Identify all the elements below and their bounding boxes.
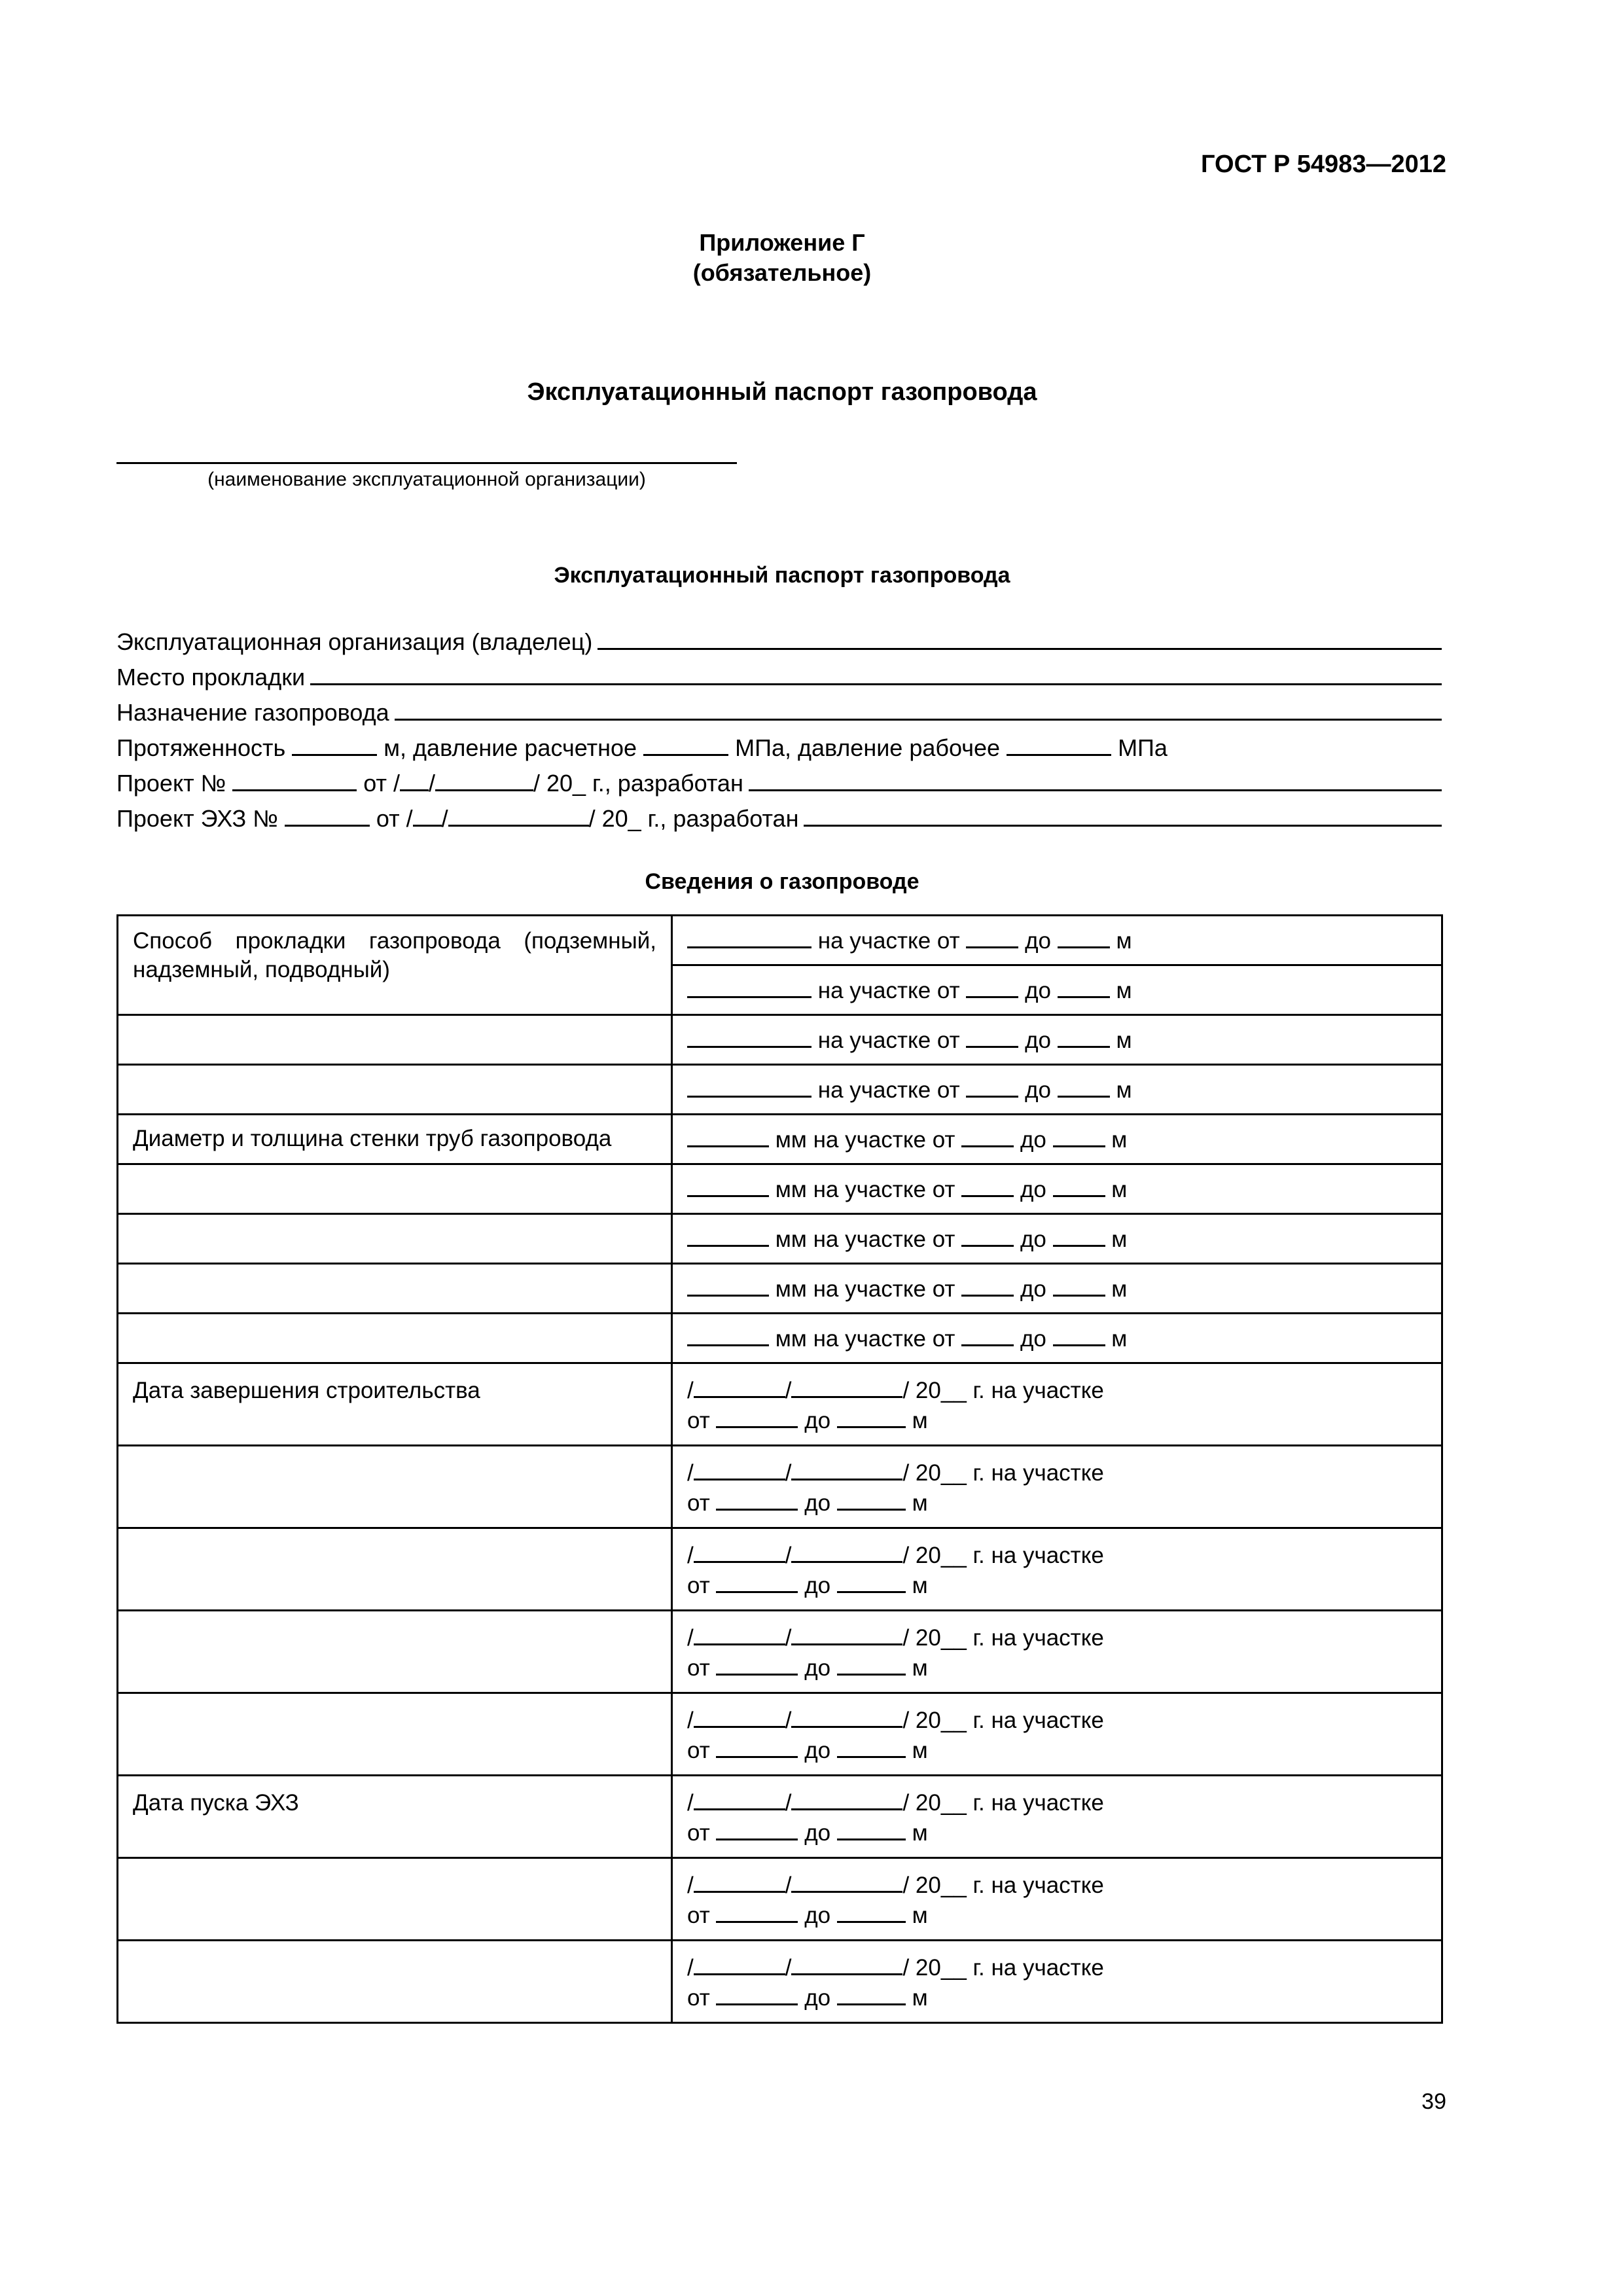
- m-text: м: [912, 1573, 928, 1598]
- ekhz-project-label: Проект ЭХЗ №: [116, 805, 278, 832]
- m-text: м: [1111, 1326, 1128, 1352]
- pipeline-info-table: [116, 914, 1443, 2024]
- table-row: [118, 1528, 1442, 1611]
- mm-section-text: мм на участке от: [775, 1227, 955, 1252]
- empty-label-cell: [118, 1446, 672, 1528]
- date-value-cell: [672, 1776, 1442, 1858]
- section-title: Сведения о газопроводе: [645, 869, 919, 894]
- slash-text: /: [687, 1790, 694, 1816]
- blank: [961, 1126, 1014, 1147]
- m-text: м: [912, 1408, 928, 1433]
- blank: [1053, 1275, 1105, 1297]
- passport-fields: [116, 628, 1442, 840]
- empty-label-cell: [118, 1858, 672, 1941]
- working-pressure-unit: МПа: [1118, 734, 1168, 761]
- empty-label-cell: [118, 1065, 672, 1115]
- page-number: 39: [1421, 2089, 1446, 2114]
- diameter-value-cell: [672, 1264, 1442, 1314]
- blank: [1058, 977, 1110, 998]
- blank: [694, 1541, 785, 1563]
- year-section-text: / 20__ г. на участке: [902, 1955, 1104, 1981]
- blank: [1053, 1126, 1105, 1147]
- empty-label-cell: [118, 1214, 672, 1264]
- to-text: до: [804, 1985, 831, 2011]
- blank: [961, 1275, 1014, 1297]
- to-text: до: [1025, 1077, 1051, 1103]
- project-month-blank: [435, 770, 533, 791]
- project-day-blank: [400, 770, 429, 791]
- empty-label-cell: [118, 1611, 672, 1693]
- slash-text: /: [785, 1625, 792, 1651]
- to-text: до: [1025, 928, 1051, 954]
- passport-title: Эксплуатационный паспорт газопровода: [554, 563, 1010, 588]
- blank: [1058, 1076, 1110, 1098]
- diameter-label: Диаметр и толщина стенки труб газопровода: [133, 1126, 612, 1151]
- diameter-cell: [118, 1115, 672, 1164]
- year-section-text: / 20__ г. на участке: [902, 1625, 1104, 1651]
- blank: [837, 1654, 906, 1676]
- project-row: [116, 770, 1442, 805]
- construction-date-cell: [118, 1363, 672, 1446]
- table-row: [118, 1264, 1442, 1314]
- to-text: до: [1025, 1028, 1051, 1053]
- date-line: [687, 1953, 1427, 1983]
- table-row: [118, 1776, 1442, 1858]
- design-pressure-blank: [643, 734, 728, 756]
- blank: [837, 1489, 906, 1511]
- appendix-heading: [0, 228, 1564, 288]
- slash-text: /: [687, 1625, 694, 1651]
- laying-value-cell: [672, 1065, 1442, 1115]
- slash-text: /: [785, 1460, 792, 1486]
- range-line: [687, 1571, 1427, 1601]
- to-text: до: [1020, 1276, 1046, 1302]
- owner-label: Эксплуатационная организация (владелец): [116, 628, 593, 655]
- blank: [687, 1026, 812, 1048]
- project-label: Проект №: [116, 770, 226, 797]
- ekhz-developer-blank: [804, 805, 1442, 827]
- year-section-text: / 20__ г. на участке: [902, 1460, 1104, 1486]
- empty-label-cell: [118, 1015, 672, 1065]
- blank: [1053, 1175, 1105, 1197]
- blank: [716, 1984, 798, 2005]
- range-line: [687, 1983, 1427, 2013]
- blank: [961, 1175, 1014, 1197]
- slash-text: /: [785, 1955, 792, 1981]
- slash-text: /: [687, 1955, 694, 1981]
- blank: [791, 1789, 902, 1810]
- standard-number: ГОСТ Р 54983—2012: [1201, 151, 1446, 178]
- date-value-cell: [672, 1858, 1442, 1941]
- blank: [966, 1026, 1018, 1048]
- slash-text: /: [687, 1460, 694, 1486]
- blank: [716, 1571, 798, 1593]
- date-line: [687, 1458, 1427, 1488]
- owner-blank: [597, 628, 1442, 650]
- blank: [687, 1076, 812, 1098]
- mm-section-text: мм на участке от: [775, 1276, 955, 1302]
- table-row: [118, 1363, 1442, 1446]
- blank: [716, 1654, 798, 1676]
- m-text: м: [912, 1738, 928, 1763]
- m-text: м: [1111, 1227, 1128, 1252]
- project-slash: /: [428, 770, 435, 797]
- to-text: до: [1020, 1127, 1046, 1153]
- blank: [791, 1954, 902, 1975]
- m-text: м: [912, 1985, 928, 2011]
- date-value-cell: [672, 1528, 1442, 1611]
- diameter-value-cell: [672, 1314, 1442, 1363]
- year-section-text: / 20__ г. на участке: [902, 1708, 1104, 1733]
- table-row: [118, 1858, 1442, 1941]
- organization-caption: (наименование эксплуатационной организации): [207, 469, 646, 490]
- m-text: м: [912, 1820, 928, 1846]
- ekhz-slash: /: [441, 805, 448, 832]
- to-text: до: [804, 1408, 831, 1433]
- blank: [716, 1901, 798, 1923]
- blank: [694, 1954, 785, 1975]
- blank: [966, 977, 1018, 998]
- date-line: [687, 1788, 1427, 1818]
- blank: [837, 1984, 906, 2005]
- m-text: м: [1116, 928, 1132, 954]
- slash-text: /: [785, 1873, 792, 1898]
- blank: [961, 1325, 1014, 1346]
- project-from: от /: [363, 770, 400, 797]
- from-text: от: [687, 1573, 710, 1598]
- from-text: от: [687, 1820, 710, 1846]
- slash-text: /: [687, 1873, 694, 1898]
- slash-text: /: [687, 1543, 694, 1568]
- from-text: от: [687, 1738, 710, 1763]
- table-row: [118, 916, 1442, 965]
- m-text: м: [1111, 1276, 1128, 1302]
- blank: [687, 1325, 769, 1346]
- section-text: на участке от: [817, 1028, 960, 1053]
- blank: [687, 977, 812, 998]
- m-text: м: [912, 1903, 928, 1928]
- m-text: м: [1111, 1177, 1128, 1202]
- table-row: [118, 1446, 1442, 1528]
- empty-label-cell: [118, 1528, 672, 1611]
- purpose-blank: [395, 699, 1442, 721]
- date-line: [687, 1623, 1427, 1653]
- blank: [966, 1076, 1018, 1098]
- slash-text: /: [785, 1708, 792, 1733]
- blank: [791, 1541, 902, 1563]
- pressure-unit: МПа, давление рабочее: [735, 734, 1001, 761]
- from-text: от: [687, 1655, 710, 1681]
- to-text: до: [804, 1573, 831, 1598]
- length-blank: [292, 734, 377, 756]
- blank: [1058, 927, 1110, 948]
- m-text: м: [1111, 1127, 1128, 1153]
- laying-method-label: Способ прокладки газопровода (подземный, надземный, подводный): [133, 928, 656, 982]
- length-unit: м, давление расчетное: [383, 734, 637, 761]
- ekhz-day-blank: [413, 805, 442, 827]
- table-row: [118, 1611, 1442, 1693]
- project-number-blank: [232, 770, 357, 791]
- diameter-value-cell: [672, 1115, 1442, 1164]
- document-title: Эксплуатационный паспорт газопровода: [527, 378, 1037, 406]
- date-value-cell: [672, 1611, 1442, 1693]
- mm-section-text: мм на участке от: [775, 1127, 955, 1153]
- blank: [837, 1736, 906, 1758]
- from-text: от: [687, 1985, 710, 2011]
- section-text: на участке от: [817, 978, 960, 1003]
- empty-label-cell: [118, 1941, 672, 2023]
- mm-section-text: мм на участке от: [775, 1326, 955, 1352]
- blank: [837, 1407, 906, 1428]
- date-value-cell: [672, 1941, 1442, 2023]
- m-text: м: [1116, 978, 1132, 1003]
- project-year: / 20_ г., разработан: [533, 770, 743, 797]
- ekhz-year: / 20_ г., разработан: [588, 805, 799, 832]
- appendix-status: (обязательное): [692, 259, 872, 286]
- section-text: на участке от: [817, 928, 960, 954]
- blank: [966, 927, 1018, 948]
- to-text: до: [804, 1490, 831, 1516]
- table-row: [118, 1214, 1442, 1264]
- ekhz-from: от /: [376, 805, 413, 832]
- blank: [694, 1624, 785, 1645]
- blank: [694, 1459, 785, 1480]
- place-blank: [310, 664, 1442, 685]
- date-line: [687, 1376, 1427, 1406]
- blank: [791, 1459, 902, 1480]
- place-label: Место прокладки: [116, 664, 306, 691]
- blank: [837, 1571, 906, 1593]
- blank: [1053, 1325, 1105, 1346]
- to-text: до: [804, 1903, 831, 1928]
- range-line: [687, 1653, 1427, 1683]
- blank: [694, 1376, 785, 1398]
- owner-row: [116, 628, 1442, 664]
- empty-label-cell: [118, 1264, 672, 1314]
- purpose-label: Назначение газопровода: [116, 699, 389, 726]
- date-line: [687, 1541, 1427, 1571]
- ekhz-number-blank: [285, 805, 370, 827]
- laying-value-cell: [672, 916, 1442, 965]
- year-section-text: / 20__ г. на участке: [902, 1543, 1104, 1568]
- blank: [716, 1489, 798, 1511]
- date-value-cell: [672, 1446, 1442, 1528]
- date-value-cell: [672, 1363, 1442, 1446]
- year-section-text: / 20__ г. на участке: [902, 1378, 1104, 1403]
- empty-label-cell: [118, 1314, 672, 1363]
- date-value-cell: [672, 1693, 1442, 1776]
- purpose-row: [116, 699, 1442, 734]
- blank: [791, 1376, 902, 1398]
- to-text: до: [1020, 1227, 1046, 1252]
- to-text: до: [1020, 1326, 1046, 1352]
- blank: [687, 1275, 769, 1297]
- laying-method-cell: [118, 916, 672, 1015]
- length-label: Протяженность: [116, 734, 286, 761]
- mm-section-text: мм на участке от: [775, 1177, 955, 1202]
- table-row: [118, 1941, 1442, 2023]
- blank: [694, 1706, 785, 1728]
- section-text: на участке от: [817, 1077, 960, 1103]
- slash-text: /: [785, 1543, 792, 1568]
- blank: [716, 1819, 798, 1840]
- table-row: [118, 1065, 1442, 1115]
- slash-text: /: [785, 1378, 792, 1403]
- blank: [694, 1789, 785, 1810]
- range-line: [687, 1406, 1427, 1436]
- date-line: [687, 1871, 1427, 1901]
- from-text: от: [687, 1490, 710, 1516]
- working-pressure-blank: [1007, 734, 1111, 756]
- from-text: от: [687, 1408, 710, 1433]
- year-section-text: / 20__ г. на участке: [902, 1873, 1104, 1898]
- length-row: [116, 734, 1442, 770]
- range-line: [687, 1818, 1427, 1848]
- blank: [837, 1901, 906, 1923]
- to-text: до: [1020, 1177, 1046, 1202]
- to-text: до: [804, 1655, 831, 1681]
- laying-value-cell: [672, 965, 1442, 1015]
- blank: [716, 1736, 798, 1758]
- blank: [687, 927, 812, 948]
- ekhz-project-row: [116, 805, 1442, 840]
- m-text: м: [1116, 1077, 1132, 1103]
- empty-label-cell: [118, 1164, 672, 1214]
- m-text: м: [1116, 1028, 1132, 1053]
- blank: [1053, 1225, 1105, 1247]
- blank: [791, 1871, 902, 1893]
- blank: [687, 1126, 769, 1147]
- construction-date-label: Дата завершения строительства: [133, 1378, 480, 1403]
- from-text: от: [687, 1903, 710, 1928]
- blank: [687, 1175, 769, 1197]
- table-row: [118, 1015, 1442, 1065]
- range-line: [687, 1488, 1427, 1518]
- diameter-value-cell: [672, 1164, 1442, 1214]
- diameter-value-cell: [672, 1214, 1442, 1264]
- ekhz-start-cell: [118, 1776, 672, 1858]
- ekhz-month-blank: [448, 805, 589, 827]
- year-section-text: / 20__ г. на участке: [902, 1790, 1104, 1816]
- date-line: [687, 1706, 1427, 1736]
- to-text: до: [804, 1820, 831, 1846]
- slash-text: /: [687, 1378, 694, 1403]
- table-row: [118, 1164, 1442, 1214]
- organization-name-line: [116, 462, 737, 464]
- empty-label-cell: [118, 1693, 672, 1776]
- m-text: м: [912, 1655, 928, 1681]
- blank: [716, 1407, 798, 1428]
- appendix-label: Приложение Г: [699, 229, 865, 256]
- blank: [791, 1624, 902, 1645]
- table-row: [118, 1314, 1442, 1363]
- table-row: [118, 1693, 1442, 1776]
- place-row: [116, 664, 1442, 699]
- slash-text: /: [687, 1708, 694, 1733]
- to-text: до: [1025, 978, 1051, 1003]
- ekhz-start-label: Дата пуска ЭХЗ: [133, 1790, 299, 1816]
- laying-value-cell: [672, 1015, 1442, 1065]
- blank: [1058, 1026, 1110, 1048]
- blank: [961, 1225, 1014, 1247]
- blank: [694, 1871, 785, 1893]
- project-developer-blank: [749, 770, 1442, 791]
- m-text: м: [912, 1490, 928, 1516]
- to-text: до: [804, 1738, 831, 1763]
- table-row: [118, 1115, 1442, 1164]
- blank: [687, 1225, 769, 1247]
- range-line: [687, 1736, 1427, 1766]
- range-line: [687, 1901, 1427, 1931]
- slash-text: /: [785, 1790, 792, 1816]
- blank: [837, 1819, 906, 1840]
- blank: [791, 1706, 902, 1728]
